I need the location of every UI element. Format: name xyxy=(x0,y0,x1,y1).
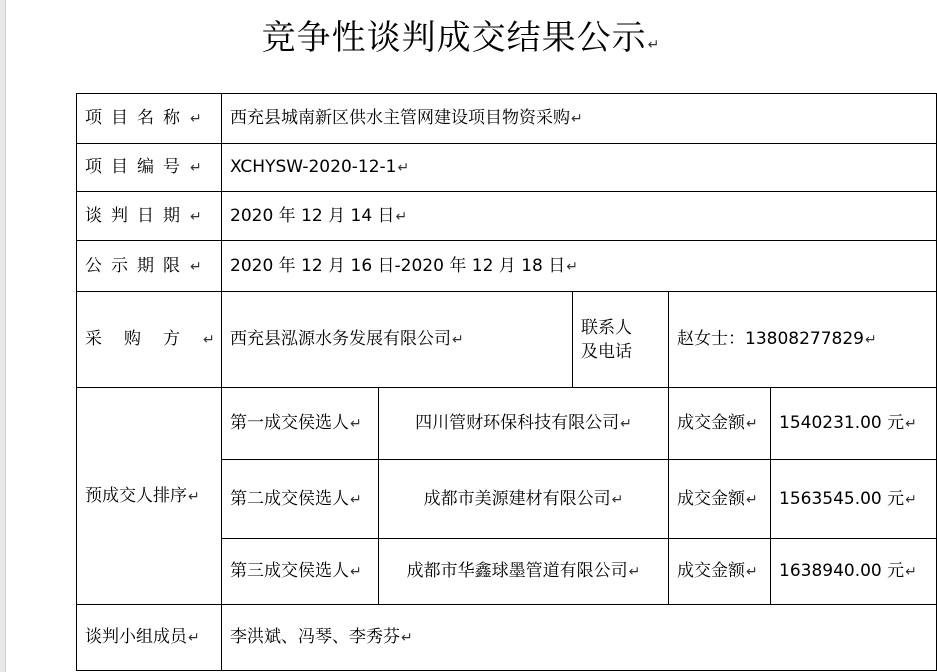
candidate-rank: 第二成交侯选人↵ xyxy=(222,460,379,539)
page-margin-line xyxy=(5,0,6,672)
project-number-value: XCHYSW-2020-12-1↵ xyxy=(222,144,937,192)
paragraph-mark-icon: ↵ xyxy=(190,208,211,225)
panel-label: 谈判小组成员↵ xyxy=(77,605,222,671)
paragraph-mark-icon: ↵ xyxy=(746,416,758,432)
paragraph-mark-icon: ↵ xyxy=(203,332,237,348)
paragraph-mark-icon: ↵ xyxy=(611,491,624,508)
contact-label: 联系人 及电话 xyxy=(573,292,669,388)
project-name-label: 项目名称↵ xyxy=(77,94,222,144)
paragraph-mark-icon: ↵ xyxy=(188,630,200,646)
contact-value: 赵女士：13808277829↵ xyxy=(669,292,937,388)
panel-value: 李洪斌、冯琴、李秀芬↵ xyxy=(222,605,937,671)
ranking-label: 预成交人排序↵ xyxy=(77,388,222,605)
paragraph-mark-icon: ↵ xyxy=(746,564,758,580)
paragraph-mark-icon: ↵ xyxy=(190,258,211,275)
paragraph-mark-icon: ↵ xyxy=(566,258,578,275)
candidate-rank: 第三成交侯选人↵ xyxy=(222,539,379,605)
table-row xyxy=(77,292,937,388)
paragraph-mark-icon: ↵ xyxy=(397,160,410,176)
table-row xyxy=(77,144,937,192)
paragraph-mark-icon: ↵ xyxy=(647,37,661,53)
paragraph-mark-icon: ↵ xyxy=(350,564,362,580)
amount-label: 成交金额↵ xyxy=(669,539,771,605)
candidate-company: 成都市华鑫球墨管道有限公司↵ xyxy=(379,539,669,605)
table-row xyxy=(77,241,937,292)
candidate-amount: 1638940.00 元↵ xyxy=(771,539,937,605)
title-text: 竞争性谈判成交结果公示 xyxy=(261,18,647,58)
paragraph-mark-icon: ↵ xyxy=(620,416,632,432)
candidate-rank: 第一成交侯选人↵ xyxy=(222,388,379,460)
paragraph-mark-icon: ↵ xyxy=(905,416,917,432)
document-title xyxy=(0,14,922,69)
negotiation-date-value: 2020 年 12 月 14 日↵ xyxy=(222,192,937,241)
negotiation-date-label: 谈判日期↵ xyxy=(77,192,222,241)
paragraph-mark-icon: ↵ xyxy=(190,160,211,176)
table-row xyxy=(77,388,937,460)
paragraph-mark-icon: ↵ xyxy=(190,111,211,127)
paragraph-mark-icon: ↵ xyxy=(452,332,464,348)
paragraph-mark-icon: ↵ xyxy=(746,491,758,508)
purchaser-value: 西充县泓源水务发展有限公司↵ xyxy=(222,292,573,388)
candidate-company: 成都市美源建材有限公司↵ xyxy=(379,460,669,539)
paragraph-mark-icon: ↵ xyxy=(350,416,362,432)
candidate-company: 四川管财环保科技有限公司↵ xyxy=(379,388,669,460)
paragraph-mark-icon: ↵ xyxy=(188,488,200,505)
notice-period-label: 公示期限↵ xyxy=(77,241,222,292)
notice-period-value: 2020 年 12 月 16 日-2020 年 12 月 18 日↵ xyxy=(222,241,937,292)
result-table xyxy=(76,93,937,671)
table-row xyxy=(77,605,937,671)
paragraph-mark-icon: ↵ xyxy=(628,564,641,580)
table-row xyxy=(77,94,937,144)
project-number-label: 项目编号↵ xyxy=(77,144,222,192)
paragraph-mark-icon: ↵ xyxy=(864,332,877,348)
project-name-value: 西充县城南新区供水主管网建设项目物资采购↵ xyxy=(222,94,937,144)
amount-label: 成交金额↵ xyxy=(669,460,771,539)
paragraph-mark-icon: ↵ xyxy=(395,208,408,225)
candidate-amount: 1563545.00 元↵ xyxy=(771,460,937,539)
paragraph-mark-icon: ↵ xyxy=(571,111,583,127)
table-row xyxy=(77,192,937,241)
paragraph-mark-icon: ↵ xyxy=(905,564,917,580)
paragraph-mark-icon: ↵ xyxy=(905,491,917,508)
amount-label: 成交金额↵ xyxy=(669,388,771,460)
paragraph-mark-icon: ↵ xyxy=(350,491,362,508)
purchaser-label: 采购方↵ xyxy=(77,292,222,388)
paragraph-mark-icon: ↵ xyxy=(401,630,413,646)
candidate-amount: 1540231.00 元↵ xyxy=(771,388,937,460)
